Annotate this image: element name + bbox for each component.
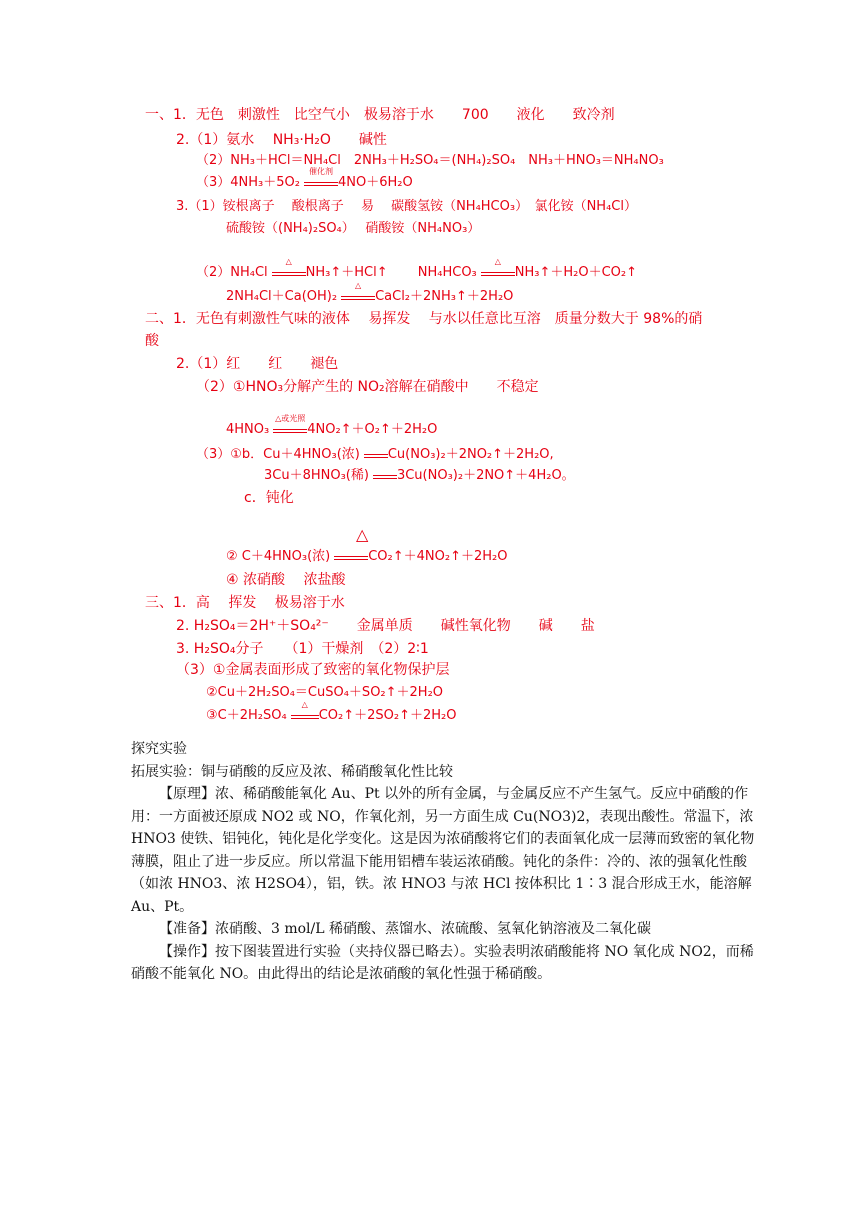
operate-paragraph: 【操作】按下图装置进行实验（夹持仪器已略去）。实验表明浓硝酸能将 NO 氧化成 NO2，而稀硝酸不能氧化 NO。由此得出的结论是浓硝酸的氧化性强于稀硝酸。 xyxy=(131,943,754,982)
heat-condition: △ xyxy=(272,267,306,279)
experiment-section xyxy=(131,738,761,986)
heat-symbol: △ xyxy=(356,525,369,544)
equals-sign xyxy=(334,551,368,563)
answer-line: 2. H₂SO₄＝2H⁺＋SO₄²⁻ 金属单质 碱性氧化物 碱 盐 xyxy=(176,618,595,634)
equation-left: （3）4NH₃＋5O₂ xyxy=(196,175,300,190)
answer-line xyxy=(196,166,413,192)
answer-line: c．钝化 xyxy=(244,490,294,506)
section-title: 探究实验 xyxy=(131,741,187,757)
answer-line: 三、1．高 挥发 极易溶于水 xyxy=(145,595,345,611)
answer-line: ②Cu＋2H₂SO₄＝CuSO₄＋SO₂↑＋2H₂O xyxy=(206,685,444,700)
answer-line: 酸 xyxy=(145,333,159,349)
answer-line: ④ 浓硝酸 浓盐酸 xyxy=(226,572,346,588)
answer-line: 2NH₄Cl＋Ca(OH)₂ △ CaCl₂＋2NH₃↑＋2H₂O xyxy=(226,280,514,304)
answer-line: （2）①HNO₃分解产生的 NO₂溶解在硝酸中 不稳定 xyxy=(196,379,539,395)
answer-line: （3）①金属表面形成了致密的氧化物保护层 xyxy=(176,662,450,678)
equation-right: 4NO＋6H₂O xyxy=(337,175,413,190)
subtitle: 拓展实验：铜与硝酸的反应及浓、稀硝酸氧化性比较 xyxy=(131,763,453,780)
answer-line: ③C＋2H₂SO₄ △ CO₂↑＋2SO₂↑＋2H₂O xyxy=(206,699,457,723)
answer-line: （2）NH₃＋HCl＝NH₄Cl 2NH₃＋H₂SO₄＝(NH₄)₂SO₄ NH₃＋HNO₃＝NH₄NO₃ xyxy=(196,153,664,168)
answer-line: 二、1．无色有刺激性气味的液体 易挥发 与水以任意比互溶 质量分数大于 98%的硝 xyxy=(145,311,703,327)
answer-line: 硫酸铵（(NH₄)₂SO₄） 硝酸铵（NH₄NO₃） xyxy=(226,221,481,236)
answer-line: 2.（1）氨水 NH₃·H₂O 碱性 xyxy=(176,132,387,148)
prepare-paragraph: 【准备】浓硝酸、3 mol/L 稀硝酸、蒸馏水、浓硫酸、氢氧化钠溶液及二氧化碳 xyxy=(159,921,652,937)
answer-line: 一、1．无色 刺激性 比空气小 极易溶于水 700 液化 致冷剂 xyxy=(145,107,615,123)
catalyst-condition: 催化剂 xyxy=(304,177,338,189)
heat-light-condition: △或光照 xyxy=(273,424,307,436)
answer-line: （3）①b．Cu＋4HNO₃(浓) Cu(NO₃)₂＋2NO₂↑＋2H₂O, xyxy=(196,447,554,462)
answer-line: （2）NH₄Cl △ NH₃↑＋HCl↑ NH₄HCO₃ △ NH₃↑＋H₂O＋CO₂↑ xyxy=(196,256,638,280)
equals-sign xyxy=(364,449,388,461)
heat-condition: △ xyxy=(341,291,375,303)
heat-condition: △ xyxy=(481,267,515,279)
answer-line: 2.（1）红 红 褪色 xyxy=(176,356,339,372)
answer-line: 3. H₂SO₄分子 （1）干燥剂 （2）2∶1 xyxy=(176,641,429,657)
answer-line: 4HNO₃ △或光照 4NO₂↑＋O₂↑＋2H₂O xyxy=(226,413,438,437)
answer-line: 3Cu＋8HNO₃(稀) 3Cu(NO₃)₂＋2NO↑＋4H₂O。 xyxy=(264,468,575,483)
answer-line: ② C＋4HNO₃(浓) CO₂↑＋4NO₂↑＋2H₂O xyxy=(226,549,508,564)
principle-paragraph: 【原理】浓、稀硝酸能氧化 Au、Pt 以外的所有金属，与金属反应不产生氢气。反应中硝酸的作用：一方面被还原成 NO2 或 NO，作氧化剂，另一方面生成 Cu(NO3)2，表现出酸性。常温下，浓 HNO3 使铁、铝钝化，钝化是化学变化。这是因为浓硝酸将它们的表面氧化成一层薄而致密的氧化物薄膜，阻止了进一步反应。所以常温下能用铝槽车装运浓硝酸。钝化的条件：冷的、浓的强氧化性酸（如浓 HNO3、浓 H2SO4），铝，铁。浓 HNO3 与浓 HCl 按体积比 1∶3 混合形成王水，能溶解 Au、Pt。 xyxy=(131,786,755,915)
equals-sign xyxy=(373,470,397,482)
heat-condition: △ xyxy=(291,710,319,722)
answer-line: 3.（1）铵根离子 酸根离子 易 碳酸氢铵（NH₄HCO₃） 氯化铵（NH₄Cl） xyxy=(176,199,637,214)
